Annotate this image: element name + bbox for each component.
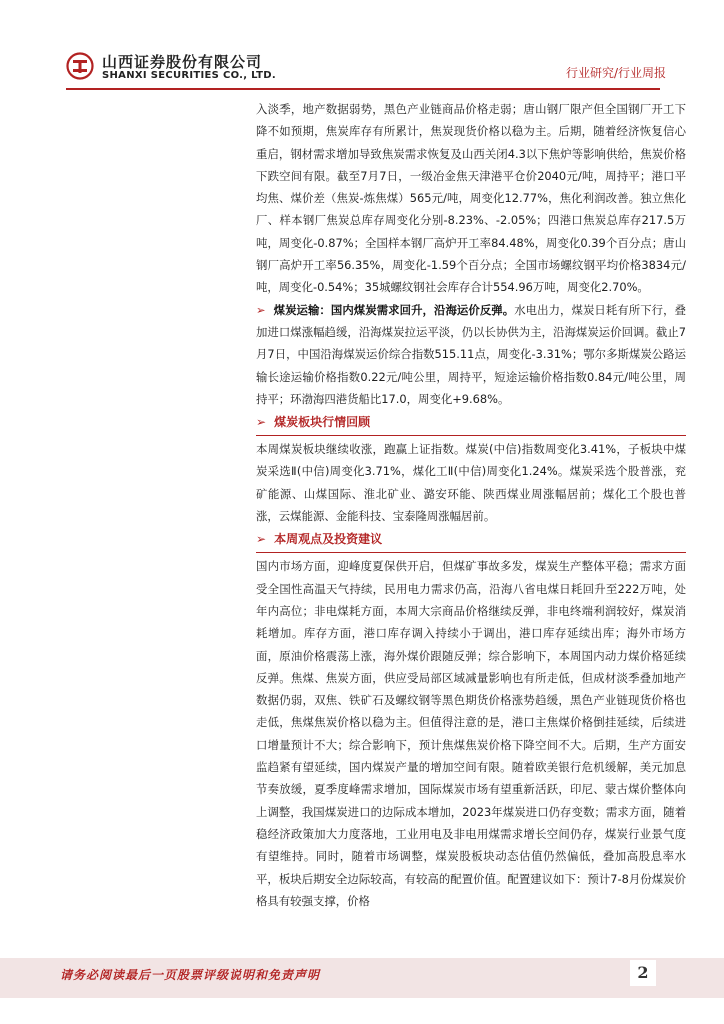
- company-logo-icon: [66, 52, 94, 80]
- bullet-arrow-icon: ➢: [256, 532, 267, 547]
- section-divider: [256, 435, 686, 436]
- coal-transport-heading: 煤炭运输：国内煤炭需求回升，沿海运价反弹。: [273, 302, 515, 317]
- report-type-label: 行业研究/行业周报: [566, 66, 667, 80]
- weekly-view-heading: [256, 527, 686, 551]
- sector-review-paragraph: 本周煤炭板块继续收涨，跑赢上证指数。煤炭(中信)指数周变化3.41%，子板块中煤炭采选Ⅱ(中信)周变化3.71%，煤化工Ⅱ(中信)周变化1.24%。煤炭采选个股普涨，兖矿能源、山煤国际、淮北矿业、潞安环能、陕西煤业周涨幅居前；煤化工个股也普涨，云煤能源、金能科技、宝泰隆周涨幅居前。: [256, 442, 686, 524]
- section-divider: [256, 552, 686, 553]
- bullet-arrow-icon: ➢: [256, 302, 266, 317]
- sector-review-heading: [256, 410, 686, 434]
- page-number: 2: [630, 960, 656, 986]
- bullet-arrow-icon: ➢: [256, 415, 267, 430]
- coal-transport-text: 水电出力，煤炭日耗有所下行，叠加进口煤涨幅趋缓，沿海煤炭拉运平淡，仍以长协供为主，沿海煤炭运价回调。截止7月7日，中国沿海煤炭运价综合指数515.11点，周变化-3.31%；鄂尔多斯煤炭公路运输长途运输价格指数0.22元/吨公里，周持平，短途运输价格指数0.84元/吨公里，周持平；环渤海四港货船比17.0，周变化+9.68%。: [256, 302, 686, 406]
- weekly-view-paragraph: 国内市场方面，迎峰度夏保供开启，但煤矿事故多发，煤炭生产整体平稳；需求方面受全国性高温天气持续，民用电力需求仍高，沿海八省电煤日耗回升至222万吨，处年内高位；非电煤耗方面，本周大宗商品价格继续反弹，非电终端利润较好，煤炭消耗增加。库存方面，港口库存调入持续小于调出，港口库存延续出库；海外市场方面，原油价格震荡上涨，海外煤价跟随反弹；综合影响下，本周国内动力煤价格延续反弹。焦煤、焦炭方面，供应受局部区域减量影响也有所走低，但成材淡季叠加地产数据仍弱，双焦、铁矿石及螺纹钢等黑色期货价格涨势趋缓，黑色产业链现货价格也走低，焦煤焦炭价格以稳为主。但值得注意的是，港口主焦煤价格倒挂延续，后续进口增量预计不大；综合影响下，预计焦煤焦炭价格下降空间不大。后期，生产方面安监趋紧有望延续，国内煤炭产量的增加空间有限。随着欧美银行危机缓解，美元加息节奏放缓，夏季度峰需求增加，国际煤炭市场有望重新活跃，印尼、蒙古煤价整体向上调整，我国煤炭进口的边际成本增加，2023年煤炭进口仍存变数；需求方面，随着稳经济政策加大力度落地，工业用电及非电用煤需求增长空间仍存，煤炭行业景气度有望维持。同时，随着市场调整，煤炭股板块动态估值仍然偏低，叠加高股息率水平，板块后期安全边际较高，有较高的配置价值。配置建议如下：预计7-8月份煤炭价格具有较强支撑，价格: [256, 559, 686, 908]
- company-name-en: SHANXI SECURITIES CO., LTD.: [102, 70, 276, 81]
- main-content: [256, 98, 686, 912]
- header-divider: [66, 88, 660, 90]
- coke-market-paragraph: 入淡季，地产数据弱势，黑色产业链商品价格走弱；唐山钢厂限产但全国钢厂开工下降不如预期，焦炭库存有所累计，焦炭现货价格以稳为主。后期，随着经济恢复信心重启，钢材需求增加导致焦炭需求恢复及山西关闭4.3以下焦炉等影响供给，焦炭价格下跌空间有限。截至7月7日，一级冶金焦天津港平仓价2040元/吨，周持平；港口平均焦、煤价差（焦炭-炼焦煤）565元/吨，周变化12.77%，焦化利润改善。独立焦化厂、样本钢厂焦炭总库存周变化分别-8.23%、-2.05%；四港口焦炭总库存217.5万吨，周变化-0.87%；全国样本钢厂高炉开工率84.48%，周变化0.39个百分点；唐山钢厂高炉开工率56.35%，周变化-1.59个百分点；全国市场螺纹钢平均价格3834元/吨，周变化-0.54%；35城螺纹钢社会库存合计554.96万吨，周变化2.70%。: [256, 102, 686, 295]
- sector-review-title: 煤炭板块行情回顾: [274, 415, 371, 430]
- disclaimer-notice: 请务必阅读最后一页股票评级说明和免责声明: [60, 968, 321, 982]
- weekly-view-title: 本周观点及投资建议: [274, 532, 383, 547]
- coal-transport-paragraph: [256, 299, 686, 410]
- page-header: [0, 0, 724, 95]
- company-name-cn: 山西证券股份有限公司: [102, 53, 263, 71]
